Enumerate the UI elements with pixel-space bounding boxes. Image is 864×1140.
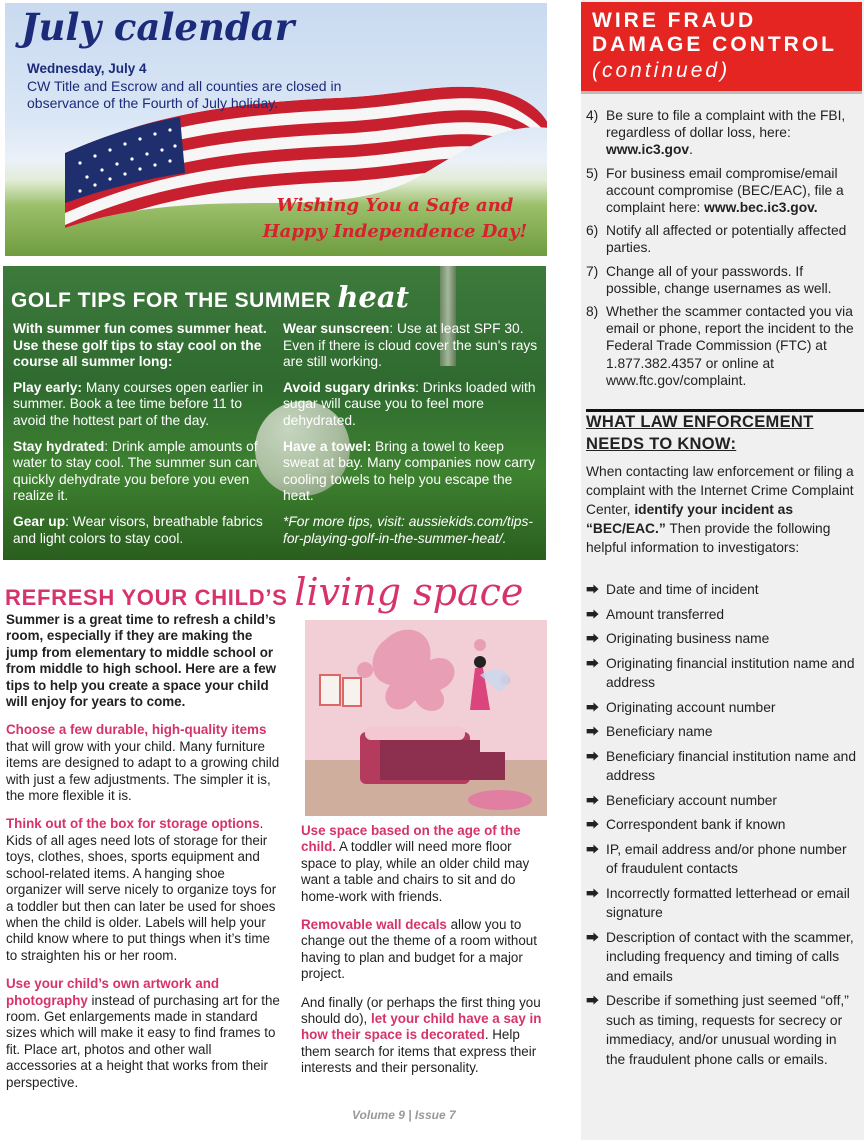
kids-room-illustration (305, 620, 547, 816)
golf-tip: Gear up: Wear visors, breathable fabrics and light colors to stay cool. (13, 513, 263, 546)
holiday-greeting (245, 193, 545, 245)
wire-fraud-banner (581, 2, 862, 94)
refresh-tip: Choose a few durable, high-quality items that will grow with your child. Many furniture items are designed to adapt to a growing child with just a few adjustments. The simpler it is, the more flexible it is. (6, 722, 280, 804)
list-item: ⮕ Description of contact with the scammer, including frequency and timing of calls and emails (586, 929, 854, 984)
wire-fraud-continued: (continued) (592, 59, 731, 82)
arrow-bullet-icon: ⮕ (586, 792, 600, 808)
golf-tips-heading: GOLF TIPS FOR THE SUMMER heat (11, 280, 410, 314)
list-item: 5) For business email compromise/email account compromise (BEC/EAC), file a complaint here: www.bec.ic3.gov. (586, 165, 844, 216)
refresh-tip: Think out of the box for storage options. Kids of all ages need lots of storage for their toys, clothes, shoes, sports equipment and school-related items. A hanging shoe organizer will serve nicely to organize toys for a toddler but then can later be used for shoes when the child is older. Labels will help your child know where to put things when it’s time to straighten his or her room. (6, 816, 277, 963)
refresh-column-left (6, 612, 280, 1103)
list-item: ⮕ Originating business name (586, 629, 858, 649)
refresh-intro: Summer is a great time to refresh a child’s room, especially if they are making the jump from elementary to middle school or from middle to high school. Here are a few tips to help you create a space your child will enjoy for years to come. (6, 612, 277, 710)
list-item: ⮕ Amount transferred (586, 605, 858, 625)
golf-tips-intro: With summer fun comes summer heat. Use these golf tips to stay cool on the course all summer long: (13, 321, 267, 370)
arrow-bullet-icon: ⮕ (586, 606, 600, 622)
list-item: ⮕ Beneficiary financial institution name and address (586, 748, 857, 783)
kids-room-photo (305, 620, 547, 816)
list-item: 4) Be sure to file a complaint with the FBI, regardless of dollar loss, here: www.ic3.gov. (586, 108, 846, 158)
arrow-bullet-icon: ⮕ (586, 699, 600, 715)
law-enforcement-intro: When contacting law enforcement or filing a complaint with the Internet Crime Complaint Center, identify your incident as “BEC/EAC.” Then provide the following helpful information to investigators: (586, 464, 854, 555)
bec-ic3-link[interactable]: www.bec.ic3.gov. (704, 200, 818, 216)
july-calendar-section (5, 3, 547, 256)
golf-tips-heading-script: heat (337, 280, 410, 314)
golf-tip: Play early: Many courses open earlier in summer. Book a tee time before 11 to avoid the hottest part of the day. (13, 379, 264, 428)
list-item: ⮕ Originating financial institution name and address (586, 655, 855, 690)
wire-fraud-title-line-1: WIRE FRAUD (592, 9, 757, 32)
golf-more-tips-link[interactable]: *For more tips, visit: aussiekids.com/tips-for-playing-golf-in-the-summer-heat/. (283, 513, 533, 546)
list-item: ⮕ Originating account number (586, 698, 858, 718)
list-item: 8) Whether the scammer contacted you via email or phone, report the incident to the Federal Trade Commission (FTC) at 1.877.382.4357 or online at www.ftc.gov/complaint. (586, 304, 854, 388)
arrow-bullet-icon: ⮕ (586, 841, 600, 857)
golf-tips-column-left (13, 321, 271, 556)
refresh-heading-script: living space (294, 570, 524, 614)
list-item: 6) Notify all affected or potentially affected parties. (586, 223, 847, 256)
refresh-tip: Removable wall decals allow you to change out the theme of a room without having to plan and budget for a major project. (301, 917, 537, 982)
list-item: ⮕ Beneficiary account number (586, 791, 858, 811)
arrow-bullet-icon: ⮕ (586, 655, 600, 671)
list-item: ⮕ Correspondent bank if known (586, 815, 858, 835)
refresh-tip: Use your child’s own artwork and photography instead of purchasing art for the room. Get enlargements made in standard sizes which will make it easy to find frames to fit. Place art, photos and other wall accessories at a height that works from their perspective. (6, 976, 280, 1090)
list-item: ⮕ Beneficiary name (586, 722, 858, 742)
arrow-bullet-icon: ⮕ (586, 993, 600, 1008)
arrow-bullet-icon: ⮕ (586, 724, 600, 739)
holiday-closure-note: CW Title and Escrow and all counties are closed in observance of the Fourth of July holiday. (27, 78, 342, 111)
arrow-bullet-icon: ⮕ (586, 817, 600, 832)
golf-tip: Stay hydrated: Drink ample amounts of water to stay cool. The summer sun can quickly dehydrate you before you even realize it. (13, 438, 258, 504)
list-item: 7) Change all of your passwords. If possible, change usernames as well. (586, 263, 832, 296)
law-enforcement-heading: WHAT LAW ENFORCEMENT NEEDS TO KNOW: (586, 411, 858, 455)
arrow-bullet-icon: ⮕ (586, 748, 600, 764)
issue-footer: Volume 9 | Issue 7 (352, 1108, 456, 1122)
refresh-section-heading: REFRESH YOUR CHILD’S living space (5, 570, 524, 614)
golf-tip: Have a towel: Bring a towel to keep sweat at bay. Many companies now carry cooling towels to help you escape the heat. (283, 438, 536, 504)
investigator-info-list (586, 580, 858, 1074)
list-item: ⮕ Incorrectly formatted letterhead or email signature (586, 885, 850, 920)
arrow-bullet-icon: ⮕ (586, 582, 600, 597)
list-item: ⮕ IP, email address and/or phone number of fraudulent contacts (586, 841, 847, 876)
golf-tip: Wear sunscreen: Use at least SPF 30. Even if there is cloud cover the sun's rays are still working. (283, 321, 538, 370)
golf-tips-column-right (283, 321, 541, 556)
arrow-bullet-icon: ⮕ (586, 631, 600, 646)
list-item: ⮕ Describe if something just seemed “off,” such as timing, requests for secrecy or immediacy, and/or unusual wording in the fraudulent phone calls or emails. (586, 993, 849, 1067)
golf-tips-section (3, 266, 546, 560)
golf-tip: Avoid sugary drinks: Drinks loaded with sugar will cause you to feel more dehydrated. (283, 379, 536, 428)
wire-fraud-steps (586, 107, 858, 395)
wire-fraud-title-line-2: DAMAGE CONTROL (592, 33, 837, 56)
arrow-bullet-icon: ⮕ (586, 929, 600, 945)
july-calendar-title: July calendar (21, 5, 295, 49)
refresh-column-right (301, 823, 549, 1089)
holiday-date: Wednesday, July 4 (27, 61, 147, 76)
ic3-link[interactable]: www.ic3.gov (606, 142, 690, 158)
refresh-tip: And finally (or perhaps the first thing you should do), let your child have a say in how their space is decorated. Help them search for items that express their interests and their personality. (301, 994, 542, 1076)
refresh-tip: Use space based on the age of the child. A toddler will need more floor space to play, while an older child may want a table and chairs to sit and do home-work with friends. (301, 823, 530, 904)
holiday-greeting-line-1: Wishing You a Safe and (276, 195, 514, 216)
arrow-bullet-icon: ⮕ (586, 885, 600, 901)
holiday-greeting-line-2: Happy Independence Day! (262, 221, 528, 242)
list-item: ⮕ Date and time of incident (586, 580, 858, 600)
